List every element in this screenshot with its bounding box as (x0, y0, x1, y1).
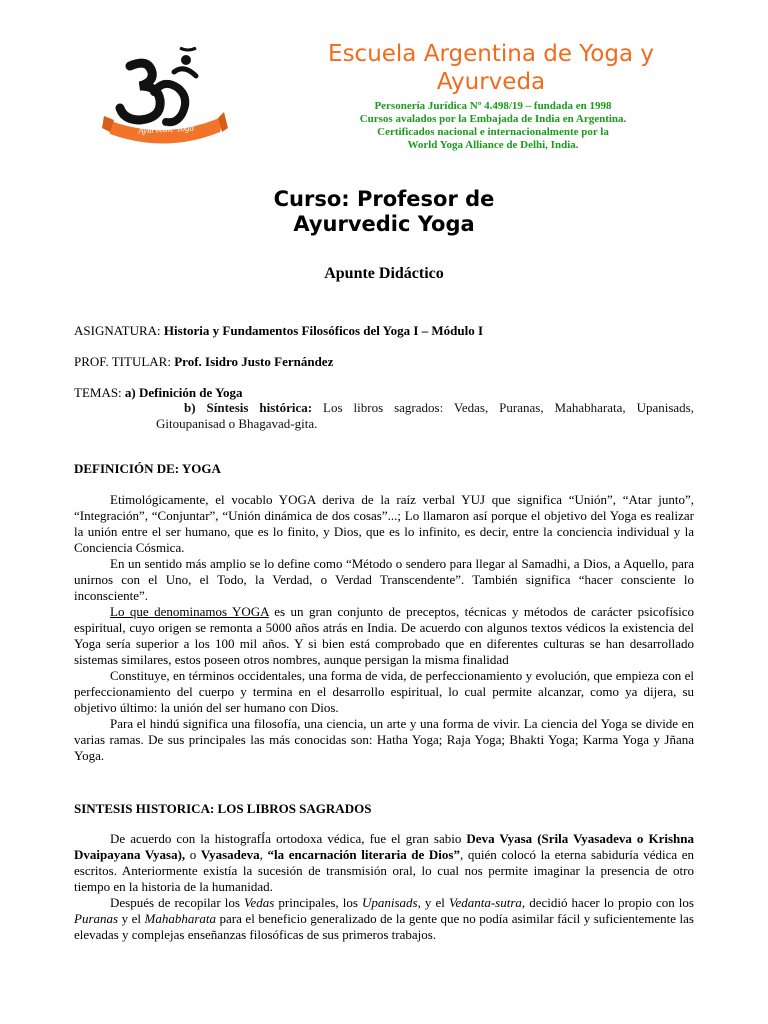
info-line: Cursos avalados por la Embajada de India en Argentina. (359, 113, 627, 125)
tema-b-text: Los libros sagrados: Vedas, Puranas, Mahabharata, Upanisads, Gitoupanisad o Bhagavad-gita. (156, 400, 694, 431)
paragraph (74, 895, 694, 943)
text-run: o (185, 847, 201, 862)
italic-run: Upanisads (361, 895, 418, 910)
underlined-phrase: Lo que denominamos YOGA (110, 604, 269, 619)
course-title (234, 187, 534, 237)
info-line: Personería Jurídica Nº 4.498/19 – fundada en 1998 (374, 100, 612, 112)
prof-label: PROF. TITULAR: (74, 354, 175, 369)
logo-ribbon-text: Ayurvedic Yoga (137, 122, 195, 136)
section-heading-sintesis: SINTESIS HISTORICA: LOS LIBROS SAGRADOS (74, 801, 372, 816)
course-title-line: Ayurvedic Yoga (293, 212, 475, 236)
text-run: Después de recopilar los (110, 895, 244, 910)
section-heading-definicion: DEFINICIÓN DE: YOGA (74, 461, 221, 476)
text-run: principales, los (274, 895, 362, 910)
tema-b-label: b) Síntesis histórica: (184, 400, 313, 415)
prof-row (74, 354, 333, 370)
temas-row (74, 385, 243, 401)
document-subtitle: Apunte Didáctico (324, 265, 444, 282)
italic-run: Mahabharata (144, 911, 217, 926)
school-name: Escuela Argentina de Yoga y Ayurveda (328, 41, 654, 95)
info-line: World Yoga Alliance de Delhi, India. (407, 139, 579, 151)
section-body-definicion (74, 492, 694, 764)
asignatura-value: Historia y Fundamentos Filosóficos del Yoga I – Módulo I (163, 323, 484, 338)
school-info (340, 100, 646, 152)
temas-label: TEMAS: (74, 385, 125, 400)
course-title-line: Curso: Profesor de (273, 187, 495, 211)
text-run: para el beneficio generalizado de la gente que no podía asimilar fácil y suficientemente las elevadas y complejas enseñanzas filosóficas de sus primeros trabajos. (74, 911, 694, 942)
info-line: Certificados nacional e internacionalmente por la (377, 126, 609, 138)
italic-run: Vedanta-sutra (448, 895, 522, 910)
text-run: y el (118, 911, 145, 926)
bold-run: Deva Vyasa (Srila Vyasadeva o Krishna Dvaipayana Vyasa), (74, 831, 694, 862)
bold-run: Vyasadeva (200, 847, 260, 862)
paragraph: En un sentido más amplio se lo define como “Método o sendero para llegar al Samadhi, a Dios, a Aquello, para unirnos con el Uno, el Todo, la Verdad, o Verdad Transcendente”. También significa “hacer consciente lo inconsciente”. (74, 556, 694, 603)
italic-run: Vedas (243, 895, 275, 910)
asignatura-label: ASIGNATURA: (74, 323, 164, 338)
section-body-sintesis (74, 831, 694, 943)
italic-run: Puranas (74, 911, 119, 926)
asignatura-row (74, 323, 483, 339)
paragraph: Para el hindú significa una filosofía, una ciencia, un arte y una forma de vivir. La ciencia del Yoga se divide en varias ramas. De sus principales las más conocidas son: Hatha Yoga; Raja Yoga; Bhakti Yoga; Karma Yoga y Jñana Yoga. (74, 716, 694, 763)
paragraph: Constituye, en términos occidentales, una forma de vida, de perfeccionamiento y evolución, que empieza con el perfeccionamiento del cuerpo y termina en el desarrollo espiritual, lo cual permite alcanzar, como ya dijera, su objetivo último: la unión del ser humano con Dios. (74, 668, 694, 715)
school-logo (100, 42, 228, 146)
text-run: De acuerdo con la histografÍa ortodoxa védica, fue el gran sabio (110, 831, 467, 846)
text-run: , decidió hacer lo propio con los (521, 895, 694, 910)
tema-b (156, 400, 694, 432)
text-run: , quién colocó la eterna sabiduría védica en escritos. Anteriormente existía la sucesión de transmisión oral, lo cual nos permite imaginar la presencia de otro tiempo en la historia de la humanidad. (74, 847, 695, 894)
bold-run: “la encarnación literaria de Dios” (267, 847, 460, 862)
text-run: , (259, 847, 268, 862)
paragraph: Etimológicamente, el vocablo YOGA deriva de la raíz verbal YUJ que significa “Unión”, “Atar junto”, “Integración”, “Conjuntar”, “Unión dinámica de dos cosas”...; Lo llamaron así porque el objetivo del Yoga es realizar la unión entre el ser humano, que es lo finito, y Dios, que es lo infinito, es decir, entre la conciencia individual y la Conciencia Cósmica. (74, 492, 694, 555)
text-run: , y el (417, 895, 449, 910)
paragraph (74, 604, 694, 668)
prof-value: Prof. Isidro Justo Fernández (174, 354, 334, 369)
paragraph-text: es un gran conjunto de preceptos, técnicas y métodos de carácter psicofísico espiritual, cuyo origen se remonta a 5000 años atrás en India. De acuerdo con algunos textos védicos la existencia del Yoga sería superior a los 100 mil años. Y si bien está comprobado que en diferentes culturas se han desarrollado sistemas similares, estos poseen otros nombres, aunque persigan la misma finalidad (74, 604, 694, 667)
paragraph (74, 831, 694, 895)
tema-a: a) Definición de Yoga (124, 385, 243, 400)
